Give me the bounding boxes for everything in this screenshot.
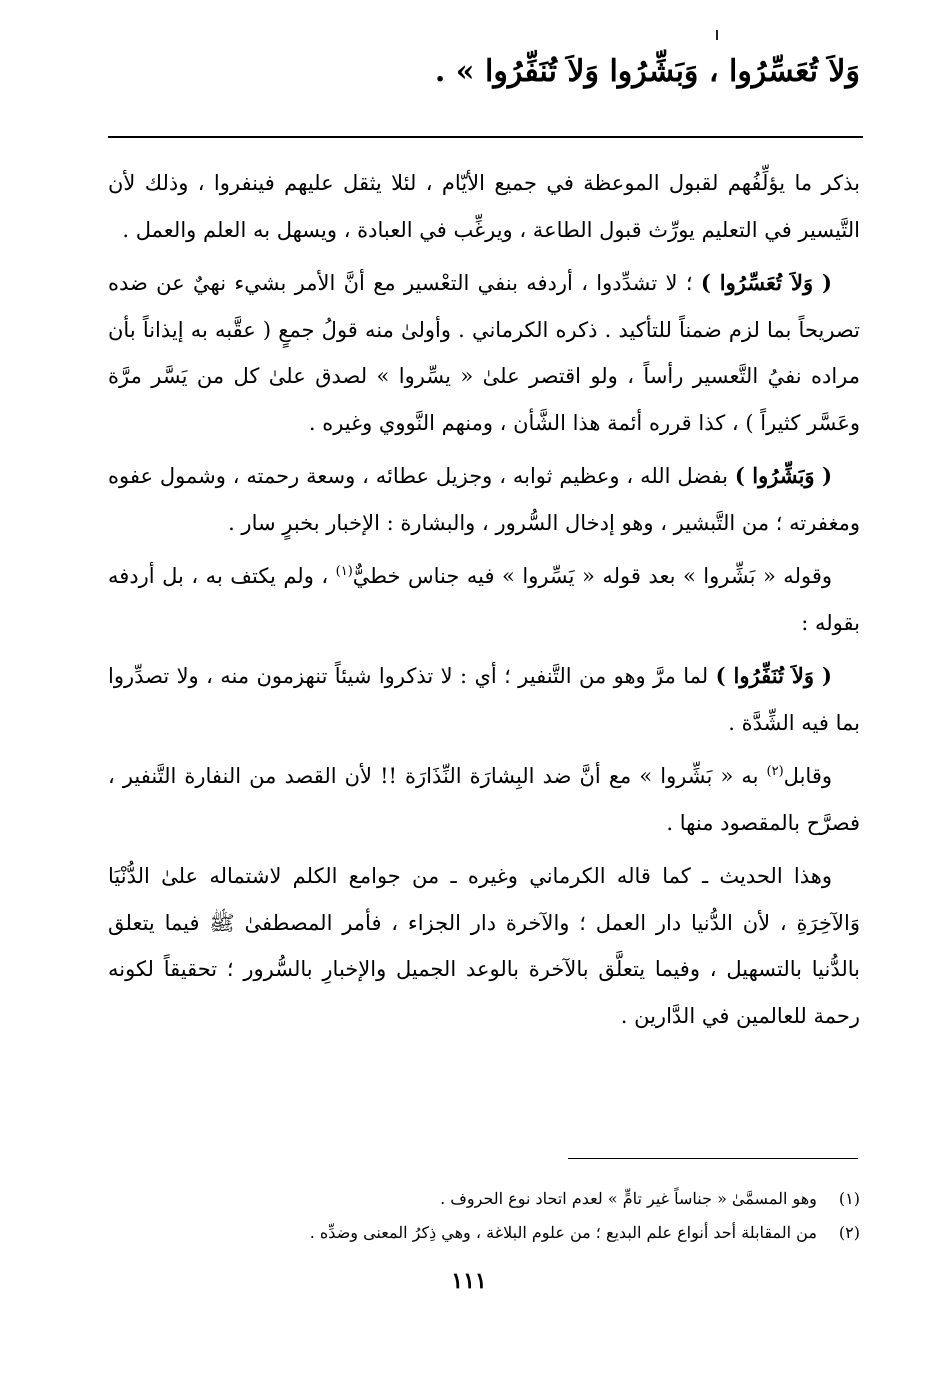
footnote-ref[interactable]: (١): [335, 564, 353, 579]
paragraph-text: وقوله « بَشِّروا » بعد قوله « يَسِّروا » فيه جناس خطيٌّ: [352, 564, 832, 588]
paragraph-text: لما مرَّ وهو من التَّنفير ؛ أي : لا تذكروا شيئاً تنهزمون منه ، ولا تصدِّروا بما فيه الشِّدَّة .: [108, 664, 860, 735]
paragraph-text: وهذا الحديث ـ كما قاله الكرماني وغيره ـ من جوامع الكلم لاشتماله علىٰ الدُّنْيَا وَالآخِرَةِ ، لأن الدُّنيا دار العمل ؛ والآخرة دار الجزاء ، فأمر المصطفىٰ ﷺ فيما يتعلق بالدُّنيا بالتسهيل ، وفيما يتعلَّق بالآخرة بالوعد الجميل والإخبارِ بالسُّرور ؛ تحقيقاً لكونه رحمة للعالمين في الدَّارين .: [108, 864, 860, 1028]
paragraph-text: به « بَشِّروا » مع أنَّ ضد البِشارَة النِّذَارَة !! لأن القصد من النفارة التَّنفير ، فصرَّح بالمقصود منها .: [108, 764, 860, 835]
margin-mark: [716, 30, 718, 40]
paragraph-text: ، ولم يكتف به ، بل أردفه بقوله :: [108, 564, 860, 635]
paragraph: [108, 453, 860, 546]
footnote-number: (٢): [838, 1223, 860, 1242]
paragraph-text: ؛ لا تشدِّدوا ، أردفه بنفي التعْسير مع أنَّ الأمر بشيء نهيٌ عن ضده تصريحاً بما لزم ضمناً للتأكيد . ذكره الكرماني . وأولىٰ منه قولُ جمعٍ ( عقَّبه به إيذاناً بأن مراده نفيُ التَّعسير رأساً ، ولو اقتصر علىٰ « يسِّروا » لصدق علىٰ كل من يَسَّر مرَّة وعَسَّر كثيراً ) ، كذا قرره أئمة هذا الشَّأن ، ومنهم النَّووي وغيره .: [108, 271, 860, 435]
page-number: ١١١: [451, 1268, 487, 1294]
header-divider: [108, 136, 863, 138]
footnote-text: من المقابلة أحد أنواع علم البديع ؛ من علوم البلاغة ، وهي ذِكرُ المعنى وضدِّه .: [309, 1223, 817, 1242]
hadith-term: ( وَبَشِّرُوا ): [734, 463, 833, 488]
paragraph: [108, 853, 860, 1039]
footnote-text: وهو المسمَّىٰ « جناساً غير تامٍّ » لعدم اتحاد نوع الحروف .: [440, 1189, 817, 1208]
footnote: [108, 1216, 860, 1250]
footnote-number: (١): [838, 1189, 860, 1208]
paragraph-text: وقابل: [783, 764, 832, 788]
paragraph-text: بفضل الله ، وعظيم ثوابه ، وجزيل عطائه ، وسعة رحمته ، وشمول عفوه ومغفرته ؛ من التَّبشير ، وهو إدخال السُّرور ، والبشارة : الإخبار بخبرٍ سار .: [108, 464, 860, 535]
paragraph: [108, 753, 860, 846]
paragraph-text: بذكر ما يؤلِّفُهم لقبول الموعظة في جميع الأيّام ، لئلا يثقل عليهم فينفروا ، وذلك لأن التَّيسير في التعليم يورِّث قبول الطاعة ، ويرغِّب في العبادة ، ويسهل به العلم والعمل .: [108, 171, 860, 242]
hadith-term: ( وَلاَ تُنَفِّرُوا ): [715, 663, 832, 688]
header-verse: وَلاَ تُعَسِّرُوا ، وَبَشِّرُوا وَلاَ تُنَفِّرُوا » .: [434, 54, 860, 89]
footnote: [108, 1182, 860, 1216]
paragraph: [108, 553, 860, 646]
footnotes: [108, 1182, 860, 1250]
paragraph: [108, 653, 860, 746]
footnote-ref[interactable]: (٢): [766, 764, 784, 779]
hadith-term: ( وَلاَ تُعَسِّرُوا ): [700, 270, 832, 295]
paragraph: [108, 160, 860, 253]
footnote-divider: [568, 1158, 858, 1159]
main-text: [108, 160, 860, 1046]
paragraph: [108, 260, 860, 446]
